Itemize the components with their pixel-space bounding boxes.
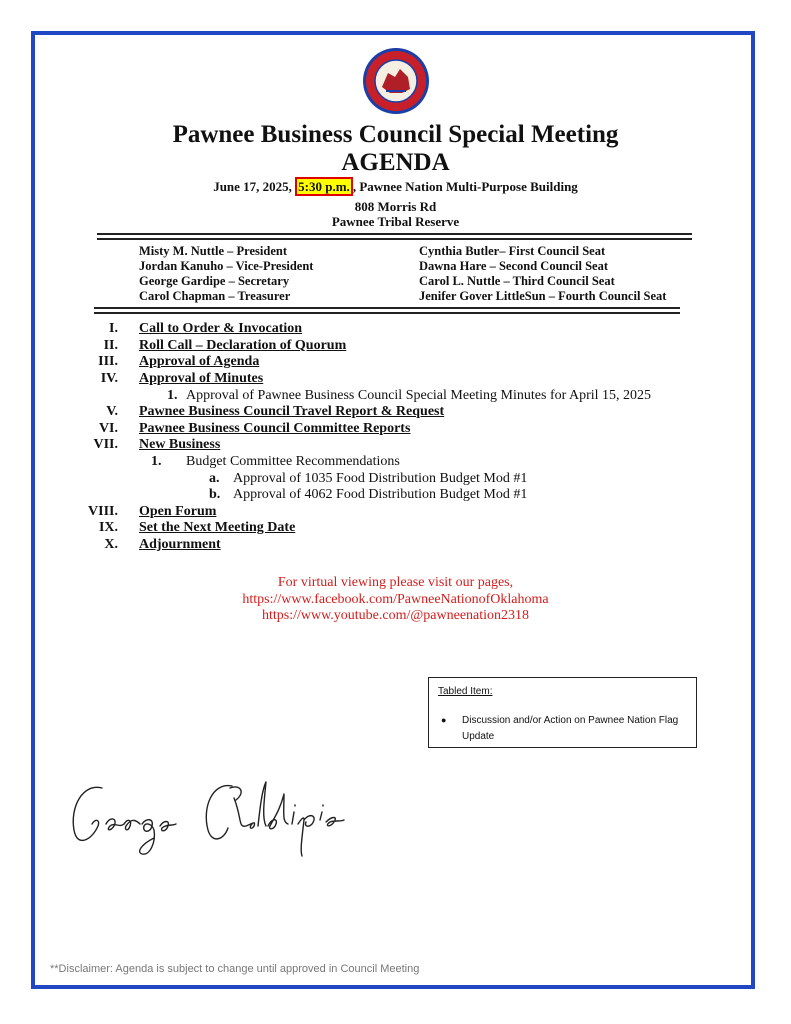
meeting-reserve: Pawnee Tribal Reserve — [331, 214, 460, 229]
bullet-icon: ● — [441, 715, 447, 725]
agenda-item-number: V. — [106, 404, 118, 419]
agenda-item-number: X. — [104, 537, 118, 552]
agenda-subitem-number: 1. — [151, 454, 162, 469]
meeting-address: 808 Morris Rd — [354, 199, 437, 214]
council-member: Cynthia Butler– First Council Seat — [419, 244, 606, 258]
meeting-time-highlight: 5:30 p.m. — [295, 177, 353, 196]
bottom-divider — [94, 307, 680, 314]
agenda-item-number: IX. — [98, 520, 118, 535]
agenda-subitem-label: Budget Committee Recommendations — [186, 454, 400, 469]
agenda-item-label: Approval of Agenda — [139, 354, 260, 369]
agenda-item-label: Set the Next Meeting Date — [139, 520, 296, 535]
agenda-item-number: III. — [98, 354, 118, 369]
agenda-item-number: VIII. — [88, 504, 118, 519]
agenda-item-number: IV. — [100, 371, 118, 386]
council-member: Carol Chapman – Treasurer — [139, 289, 291, 303]
meeting-location: , Pawnee Nation Multi-Purpose Building — [352, 179, 578, 194]
agenda-subitem-label: Approval of 4062 Food Distribution Budget Mod #1 — [233, 487, 528, 502]
youtube-link[interactable]: https://www.youtube.com/@pawneenation2318 — [261, 608, 530, 623]
council-member: Carol L. Nuttle – Third Council Seat — [419, 274, 615, 288]
agenda-item-number: VI. — [98, 421, 118, 436]
agenda-item-label: Roll Call – Declaration of Quorum — [139, 338, 347, 353]
council-member: Dawna Hare – Second Council Seat — [419, 259, 609, 273]
meeting-date: June 17, 2025, — [213, 179, 296, 194]
signature — [62, 768, 382, 863]
council-member: Misty M. Nuttle – President — [139, 244, 288, 258]
agenda-item-label: Pawnee Business Council Committee Reports — [139, 421, 411, 436]
meeting-title: Pawnee Business Council Special Meeting — [172, 121, 619, 148]
pawnee-nation-seal-logo — [362, 47, 430, 115]
agenda-item-label: Open Forum — [139, 504, 217, 519]
top-divider — [97, 233, 692, 240]
tabled-heading: Tabled Item: — [438, 686, 493, 697]
agenda-heading: AGENDA — [341, 149, 450, 176]
disclaimer-text: **Disclaimer: Agenda is subject to change until approved in Council Meeting — [50, 963, 420, 975]
agenda-subitem-label: Approval of 1035 Food Distribution Budget Mod #1 — [233, 471, 528, 486]
virtual-viewing-text: For virtual viewing please visit our pages, — [277, 575, 514, 590]
agenda-item-label: Call to Order & Invocation — [139, 321, 303, 336]
agenda-subitem-letter: b. — [209, 487, 221, 502]
agenda-item-label: New Business — [139, 437, 221, 452]
agenda-subitem-number: 1. — [167, 388, 178, 403]
tabled-items-box — [428, 677, 697, 748]
agenda-subitem-letter: a. — [209, 471, 220, 486]
agenda-item-number: II. — [103, 338, 118, 353]
agenda-item-label: Adjournment — [139, 537, 221, 552]
agenda-item-number: I. — [109, 321, 118, 336]
facebook-link[interactable]: https://www.facebook.com/PawneeNationofOklahoma — [242, 592, 549, 607]
agenda-item-label: Pawnee Business Council Travel Report & Request — [139, 404, 445, 419]
meeting-date-line — [0, 179, 791, 195]
agenda-item-label: Approval of Minutes — [139, 371, 264, 386]
tabled-item: Discussion and/or Action on Pawnee Nation Flag Update — [462, 715, 679, 742]
council-member: Jenifer Gover LittleSun – Fourth Council Seat — [419, 289, 667, 303]
council-member: George Gardipe – Secretary — [139, 274, 290, 288]
agenda-item-number: VII. — [93, 437, 118, 452]
council-member: Jordan Kanuho – Vice-President — [139, 259, 314, 273]
agenda-subitem-label: Approval of Pawnee Business Council Special Meeting Minutes for April 15, 2025 — [186, 388, 652, 403]
